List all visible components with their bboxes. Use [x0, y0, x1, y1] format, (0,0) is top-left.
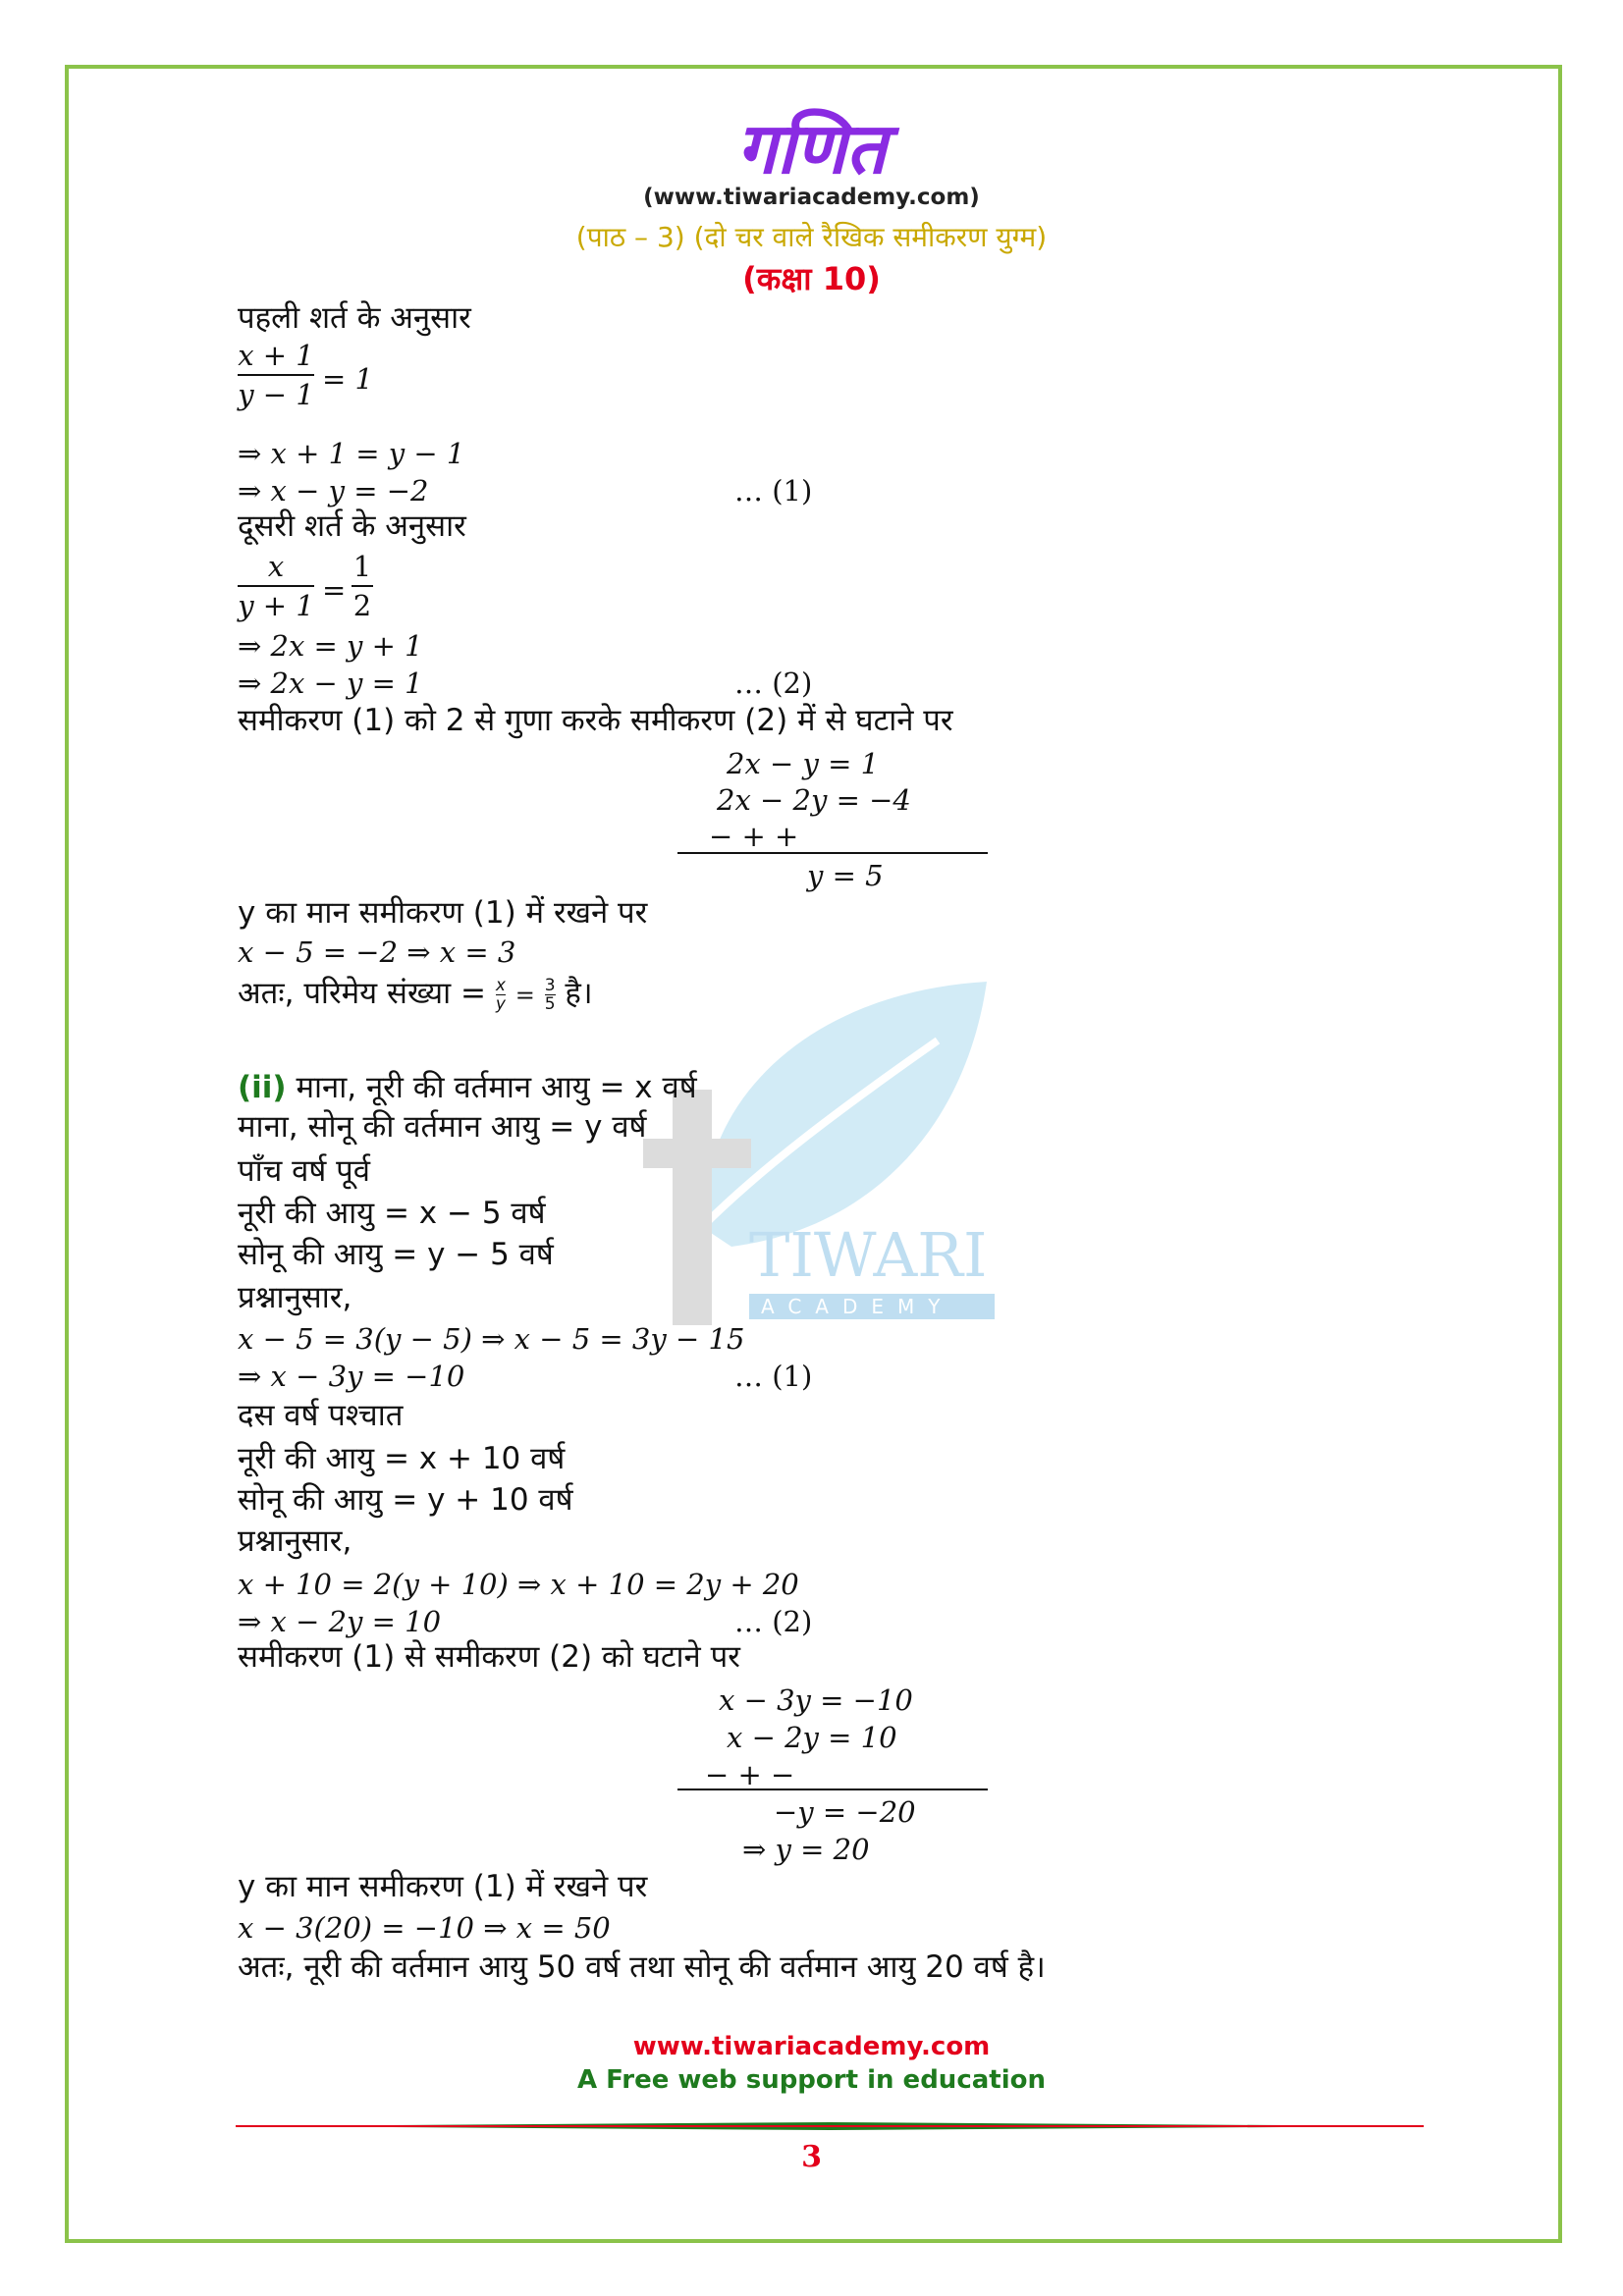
sonu-age-2: सोनू की आयु = y + 10 वर्ष — [238, 1482, 573, 1518]
fraction-2-equals: = — [322, 573, 347, 607]
fraction-2-rhs — [352, 550, 373, 622]
subtraction-signs: − + − — [705, 1758, 795, 1791]
answer-prefix: अतः, परिमेय संख्या = — [238, 976, 486, 1011]
subtraction-rule — [677, 852, 988, 854]
subtraction-row: x − 2y = 10 — [727, 1721, 897, 1754]
answer-y: y — [495, 994, 506, 1014]
sonu-age-1: सोनू की आयु = y − 5 वर्ष — [238, 1237, 554, 1272]
fraction-2-denominator: y + 1 — [238, 589, 314, 622]
part-ii-let-1 — [238, 1070, 697, 1105]
subtraction-signs: − + + — [709, 820, 799, 853]
per-question-1: प्रश्नानुसार, — [238, 1280, 352, 1315]
equation-tag: … (1) — [734, 474, 813, 507]
condition-1-text: पहली शर्त के अनुसार — [238, 300, 471, 336]
answer-suffix: है। — [565, 976, 593, 1011]
answer-fraction-xy — [496, 977, 506, 1013]
equation-line: x + 10 = 2(y + 10) ⇒ x + 10 = 2y + 20 — [238, 1568, 799, 1601]
equation-line: ⇒ 2x = y + 1 — [238, 629, 423, 663]
fraction-1-denominator: y − 1 — [238, 378, 314, 411]
equation-line: ⇒ x + 1 = y − 1 — [238, 437, 465, 470]
fraction-1-rhs: = 1 — [322, 362, 373, 396]
equation-line: x − 5 = −2 ⇒ x = 3 — [238, 935, 516, 969]
page-number: 3 — [801, 2140, 822, 2174]
watermark-text-2: ACADEMY — [761, 1295, 954, 1318]
chapter-title: (पाठ – 3) (दो चर वाले रैखिक समीकरण युग्म) — [575, 221, 1048, 253]
equation-tag: … (2) — [734, 667, 813, 700]
subtraction-rule — [677, 1789, 988, 1790]
instruction-text: समीकरण (1) को 2 से गुणा करके समीकरण (2) में से घटाने पर — [238, 703, 953, 738]
answer-3: 3 — [544, 976, 556, 995]
subtraction-row: x − 3y = −10 — [719, 1683, 913, 1717]
instruction-text: समीकरण (1) से समीकरण (2) को घटाने पर — [238, 1639, 740, 1675]
per-question-2: प्रश्नानुसार, — [238, 1523, 352, 1559]
fraction-2-numerator: x — [267, 550, 285, 583]
substitute-text: y का मान समीकरण (1) में रखने पर — [238, 1869, 648, 1904]
equation-line: ⇒ x − 2y = 10 — [238, 1605, 442, 1638]
footer-divider — [236, 2122, 1424, 2130]
fraction-1-numerator: x + 1 — [238, 339, 314, 372]
subtraction-result: y = 5 — [807, 859, 884, 892]
subtraction-row: 2x − y = 1 — [727, 747, 880, 780]
five-years-ago-text: पाँच वर्ष पूर्व — [238, 1153, 371, 1189]
condition-2-text: दूसरी शर्त के अनुसार — [238, 508, 466, 544]
subtraction-result: −y = −20 — [774, 1795, 916, 1829]
equation-line: ⇒ x − y = −2 — [238, 474, 429, 507]
answer-fraction-35 — [545, 977, 556, 1013]
ten-years-after-text: दस वर्ष पश्चात — [238, 1398, 404, 1433]
subtraction-row: 2x − 2y = −4 — [717, 783, 911, 817]
answer-5: 5 — [544, 994, 556, 1014]
answer-x: x — [495, 976, 506, 995]
fraction-1 — [238, 339, 314, 411]
subtraction-result: ⇒ y = 20 — [742, 1833, 870, 1866]
tiwari-academy-watermark-icon — [643, 972, 997, 1345]
answer-line — [238, 976, 593, 1013]
equation-line: ⇒ x − 3y = −10 — [238, 1360, 465, 1393]
footer-tagline: A Free web support in education — [576, 2065, 1046, 2095]
let-2-text: माना, सोनू की वर्तमान आयु = y वर्ष — [238, 1109, 647, 1145]
let-1-text: माना, नूरी की वर्तमान आयु = x वर्ष — [296, 1070, 697, 1105]
equation-line: x − 3(20) = −10 ⇒ x = 50 — [238, 1911, 611, 1945]
fraction-2 — [238, 550, 314, 622]
answer-equals: = — [514, 982, 535, 1009]
final-answer: अतः, नूरी की वर्तमान आयु 50 वर्ष तथा सोनू की वर्तमान आयु 20 वर्ष है। — [238, 1949, 1046, 1985]
page-title: गणित — [736, 107, 887, 189]
footer-website: www.tiwariacademy.com — [632, 2032, 991, 2061]
header-website: (www.tiwariacademy.com) — [643, 185, 980, 210]
substitute-text: y का मान समीकरण (1) में रखने पर — [238, 895, 648, 931]
noori-age-2: नूरी की आयु = x + 10 वर्ष — [238, 1441, 566, 1476]
fraction-2-rhs-numerator: 1 — [352, 550, 372, 583]
equation-tag: … (2) — [734, 1605, 813, 1638]
class-label: (कक्षा 10) — [742, 260, 881, 297]
part-label: (ii) — [238, 1070, 287, 1105]
noori-age-1: नूरी की आयु = x − 5 वर्ष — [238, 1196, 546, 1231]
equation-line: x − 5 = 3(y − 5) ⇒ x − 5 = 3y − 15 — [238, 1322, 745, 1356]
equation-line: ⇒ 2x − y = 1 — [238, 667, 423, 700]
equation-tag: … (1) — [734, 1360, 813, 1393]
watermark-text-1: TIWARI — [749, 1219, 988, 1291]
fraction-2-rhs-denominator: 2 — [352, 589, 372, 622]
